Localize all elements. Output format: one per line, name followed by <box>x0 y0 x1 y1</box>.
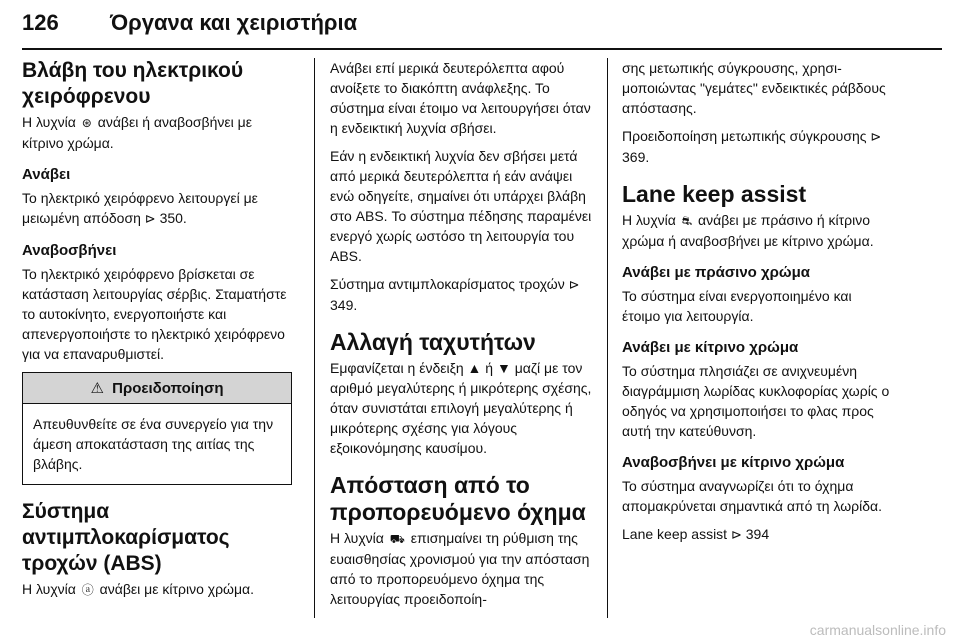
section-heading: Απόσταση από το προπορευόμενο όχημα <box>330 472 586 525</box>
column-middle <box>330 58 600 617</box>
paragraph: Η λυχνία ⛐ ανάβει με πράσινο ή κίτρινο χρώμα ή αναβοσβήνει με κίτρινο χρώμα. <box>622 212 874 249</box>
abs-icon: ⓐ <box>81 583 94 597</box>
watermark: carmanualsonline.info <box>809 622 946 638</box>
arrow-ref-icon[interactable]: ⊳ <box>144 211 156 226</box>
paragraph: Η λυχνία ⛟ επισημαίνει τη ρύθμιση της ευαισθησίας χρονισμού για την απόσταση από το προπορευόμενο όχημα της λειτουργίας προειδοποίη- <box>330 530 590 607</box>
warning-triangle-icon: ⚠ <box>90 380 104 397</box>
paragraph: Εάν η ενδεικτική λυχνία δεν σβήσει μετά από μερικά δευτερόλεπτα ή εάν ανάψει ενώ οδηγείτε, σημαίνει ότι υπάρχει βλάβη στο ABS. Το σύστημα πέδησης παραμένει ενεργό χωρίς ωστόσο τη λειτουργία του ABS. <box>330 148 592 264</box>
header-rule <box>22 48 942 50</box>
vehicle-distance-icon: ⛟ <box>389 532 405 546</box>
page-number: 126 <box>22 10 59 35</box>
paragraph: Εμφανίζεται η ένδειξη ▲ ή ▼ μαζί με τον αριθμό μεγαλύτερης ή μικρότερης σχέσης, όταν συνιστάται επιλογή μεγαλύτερης ή μικρότερης σχέσης για λόγους εξοικονόμησης καυσίμου. <box>330 360 592 456</box>
warning-box <box>22 372 292 485</box>
paragraph: Η λυχνία ⓐ ανάβει με κίτρινο χρώμα. <box>22 579 292 600</box>
column-right <box>622 58 892 553</box>
section-heading: Βλάβη του ηλεκτρικού χειρόφρενου <box>22 59 244 108</box>
paragraph: Ανάβει επί μερικά δευτερόλεπτα αφού ανοίξετε το διακόπτη ανάφλεξης. Το σύστημα είναι έτοιμο να λειτουργήσει όταν η ενδεικτική λυχνία σβήσει. <box>330 60 591 136</box>
paragraph: Το σύστημα αναγνωρίζει ότι το όχημα απομακρύνεται σημαντικά από τη λωρίδα. <box>622 478 883 514</box>
paragraph: Το ηλεκτρικό χειρόφρενο βρίσκεται σε κατάσταση λειτουργίας σέρβις. Σταματήστε το αυτοκίνητο, ενεργοποιήστε και απενεργοποιήστε το ηλεκτρικό χειρόφρενο για να επαναρυθμιστεί. <box>22 266 287 362</box>
subheading: Ανάβει με κίτρινο χρώμα <box>622 339 799 356</box>
page-reference[interactable]: 394 <box>745 526 770 542</box>
subheading: Ανάβει <box>22 166 71 183</box>
subheading: Αναβοσβήνει με κίτρινο χρώμα <box>622 454 845 471</box>
subheading: Αναβοσβήνει <box>22 242 117 259</box>
paragraph: Το σύστημα πλησιάζει σε ανιχνευμένη διαγράμμιση λωρίδας κυκλοφορίας χωρίς ο οδηγός να χρησιμοποιήσει το φλας προς αυτή την κατεύθυνση. <box>622 363 890 439</box>
warning-header: ⚠ Προειδοποίηση <box>23 373 291 404</box>
paragraph: Lane keep assist ⊳ 394 <box>622 526 770 542</box>
brake-fault-icon: ⊛ <box>81 116 92 130</box>
paragraph: σης μετωπικής σύγκρουσης, χρησιμοποιώντας "γεμάτες" ενδεικτικές ράβδους απόστασης. <box>622 60 886 116</box>
page-reference[interactable]: 350. <box>159 210 187 226</box>
page-header <box>22 0 942 48</box>
page-reference[interactable]: 349. <box>330 297 358 313</box>
arrow-ref-icon[interactable]: ⊳ <box>730 527 742 542</box>
arrow-ref-icon[interactable]: ⊳ <box>870 129 882 144</box>
page-reference[interactable]: 369. <box>622 149 650 165</box>
subheading: Ανάβει με πράσινο χρώμα <box>622 264 810 281</box>
section-heading: Σύστημα αντιμπλοκαρίσματος τροχών (ABS) <box>22 500 230 575</box>
arrow-ref-icon[interactable]: ⊳ <box>568 277 580 292</box>
column-left <box>22 58 292 608</box>
paragraph: Το ηλεκτρικό χειρόφρενο λειτουργεί με μειωμένη απόδοση ⊳ 350. <box>22 190 258 226</box>
column-divider <box>314 58 315 618</box>
paragraph: Προειδοποίηση μετωπικής σύγκρουσης ⊳ 369. <box>622 128 882 165</box>
section-heading: Αλλαγή ταχυτήτων <box>330 329 536 355</box>
column-divider <box>607 58 608 618</box>
page-title: Όργανα και χειριστήρια <box>110 10 358 35</box>
paragraph: Το σύστημα είναι ενεργοποιημένο και έτοιμο για λειτουργία. <box>622 288 852 324</box>
lane-keep-icon: ⛐ <box>681 214 693 228</box>
section-heading: Lane keep assist <box>622 181 807 207</box>
paragraph: Η λυχνία ⊛ ανάβει ή αναβοσβήνει με κίτρινο χρώμα. <box>22 114 252 151</box>
warning-body: Απευθυνθείτε σε ένα συνεργείο για την άμεση αποκατάσταση της αιτίας της βλάβης. <box>33 416 274 472</box>
paragraph: Σύστημα αντιμπλοκαρίσματος τροχών ⊳ 349. <box>330 276 580 313</box>
